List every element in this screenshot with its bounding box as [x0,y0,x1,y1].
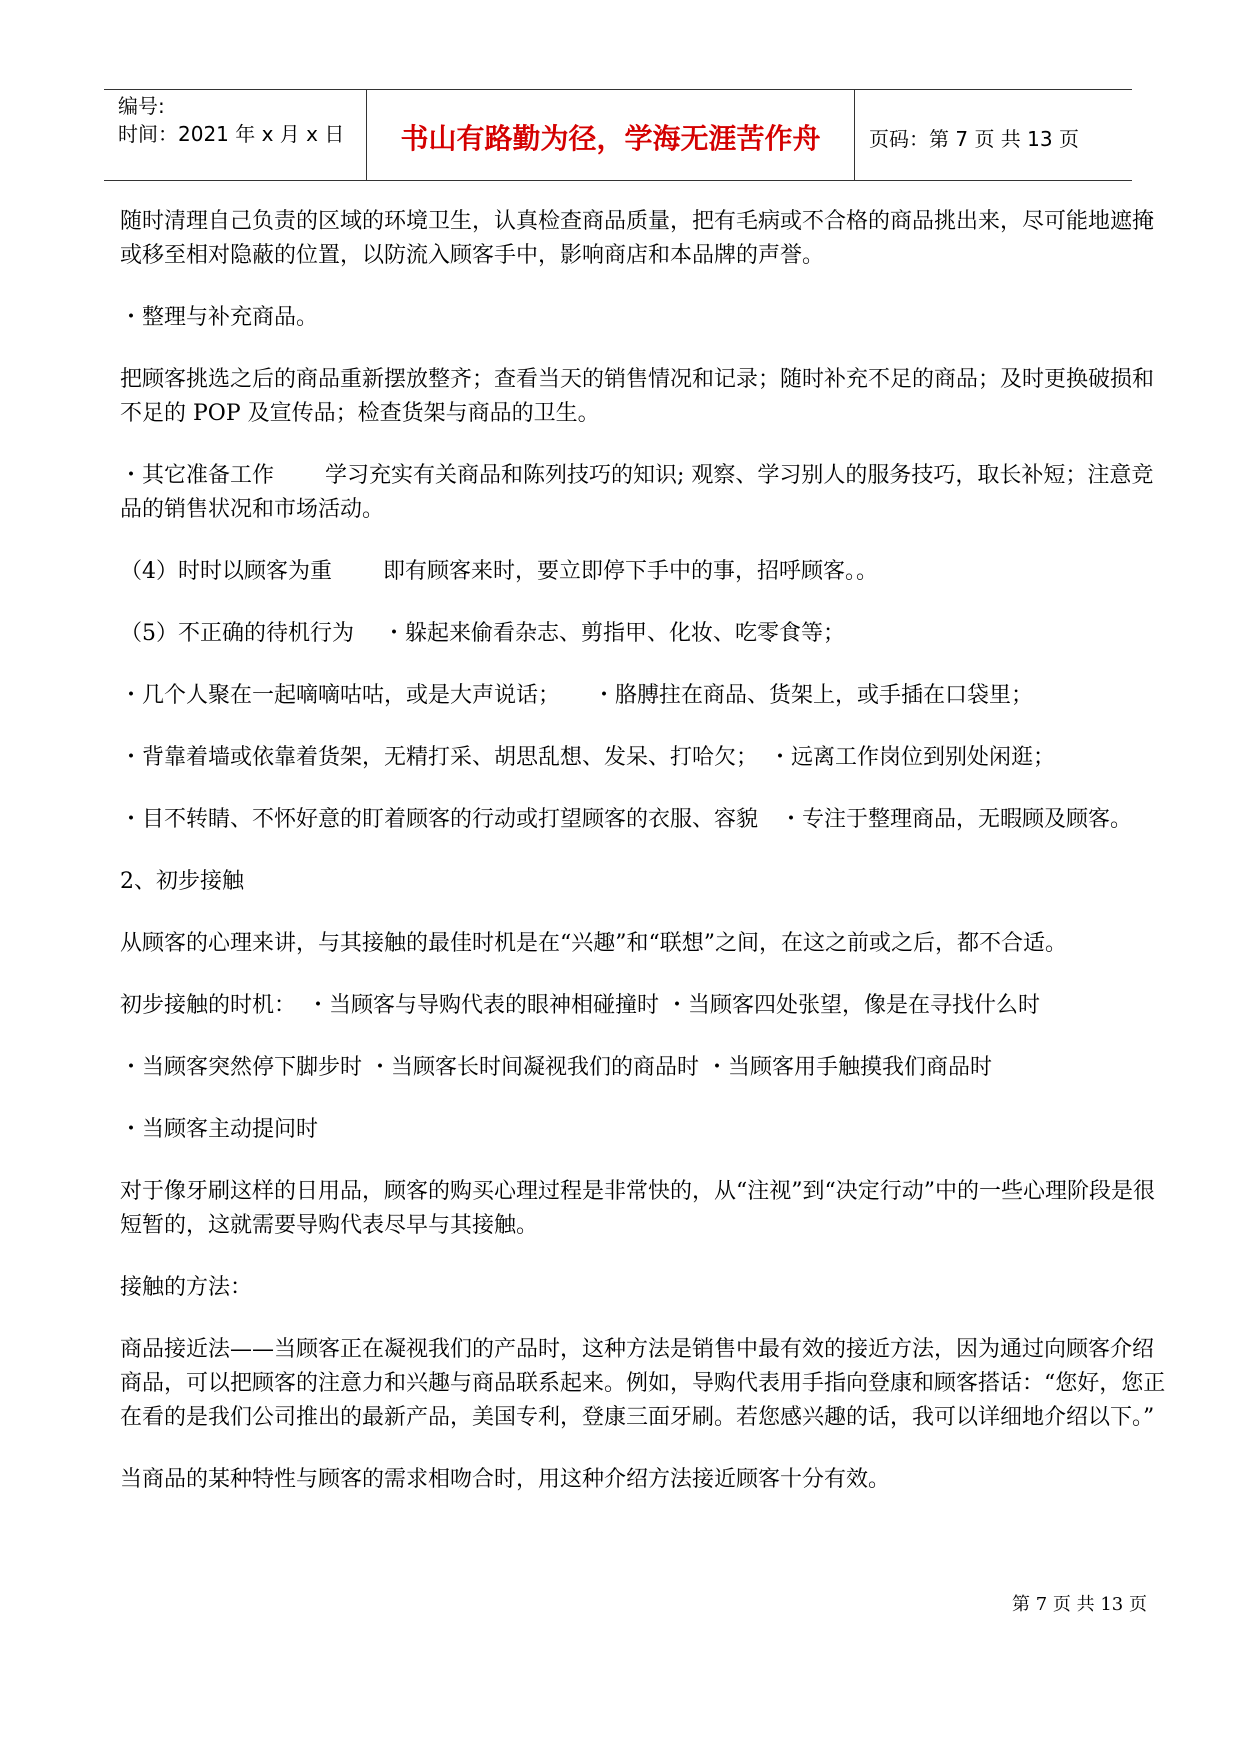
paragraph: 把顾客挑选之后的商品重新摆放整齐；查看当天的销售情况和记录；随时补充不足的商品；及时更换破损和不足的 POP 及宣传品；检查货架与商品的卫生。 [120,367,1155,426]
section-heading: 2、初步接触 [120,869,244,894]
document-body [120,205,1170,1525]
bullet-paragraph: ・其它准备工作 学习充实有关商品和陈列技巧的知识; 观察、学习别人的服务技巧，取长补短；注意竞品的销售状况和市场活动。 [120,463,1154,522]
paragraph: （4）时时以顾客为重 即有顾客来时，要立即停下手中的事，招呼顾客。。 [120,559,878,584]
document-header [104,89,1132,181]
paragraph: 当商品的某种特性与顾客的需求相吻合时，用这种介绍方法接近顾客十分有效。 [120,1467,891,1492]
page-footer: 第 7 页 共 13 页 [1012,1594,1147,1615]
paragraph: 接触的方法： [120,1275,253,1300]
header-meta [104,90,367,180]
header-motto: 书山有路勤为径，学海无涯苦作舟 [367,90,855,180]
bullet-paragraph: ・整理与补充商品。 [120,305,319,330]
paragraph: 商品接近法——当顾客正在凝视我们的产品时，这种方法是销售中最有效的接近方法，因为通过向顾客介绍商品，可以把顾客的注意力和兴趣与商品联系起来。例如，导购代表用手指向登康和顾客搭话：“您好，您正在看的是我们公司推出的最新产品，美国专利，登康三面牙刷。若您感兴趣的话，我可以详细地介绍以下。” [120,1337,1166,1430]
bullet-paragraph: ・当顾客主动提问时 [120,1117,319,1142]
bullet-paragraph: ・几个人聚在一起嘀嘀咕咕，或是大声说话； ・胳膊拄在商品、货架上，或手插在口袋里； [120,683,1034,708]
header-page-label: 页码：第 7 页 共 13 页 [869,126,1079,151]
number-label: 编号: [118,94,165,118]
paragraph: 从顾客的心理来讲，与其接触的最佳时机是在“兴趣”和“联想”之间，在这之前或之后，都不合适。 [120,931,1067,956]
bullet-paragraph: ・当顾客突然停下脚步时 ・当顾客长时间凝视我们的商品时 ・当顾客用手触摸我们商品时 [120,1055,992,1080]
paragraph: 初步接触的时机： ・当顾客与导购代表的眼神相碰撞时 ・当顾客四处张望，像是在寻找什么时 [120,993,1040,1018]
time-label: 时间：2021 年 x 月 x 日 [118,122,345,146]
paragraph: 随时清理自己负责的区域的环境卫生，认真检查商品质量，把有毛病或不合格的商品挑出来，尽可能地遮掩或移至相对隐蔽的位置，以防流入顾客手中，影响商店和本品牌的声誉。 [120,209,1155,268]
paragraph: 对于像牙刷这样的日用品，顾客的购买心理过程是非常快的，从“注视”到“决定行动”中的一些心理阶段是很短暂的，这就需要导购代表尽早与其接触。 [120,1179,1155,1238]
paragraph: （5）不正确的待机行为 ・躲起来偷看杂志、剪指甲、化妆、吃零食等； [120,621,845,646]
bullet-paragraph: ・目不转睛、不怀好意的盯着顾客的行动或打望顾客的衣服、容貌 ・专注于整理商品，无暇顾及顾客。 [120,807,1133,832]
bullet-paragraph: ・背靠着墙或依靠着货架，无精打采、胡思乱想、发呆、打哈欠； ・远离工作岗位到别处闲逛； [120,745,1056,770]
